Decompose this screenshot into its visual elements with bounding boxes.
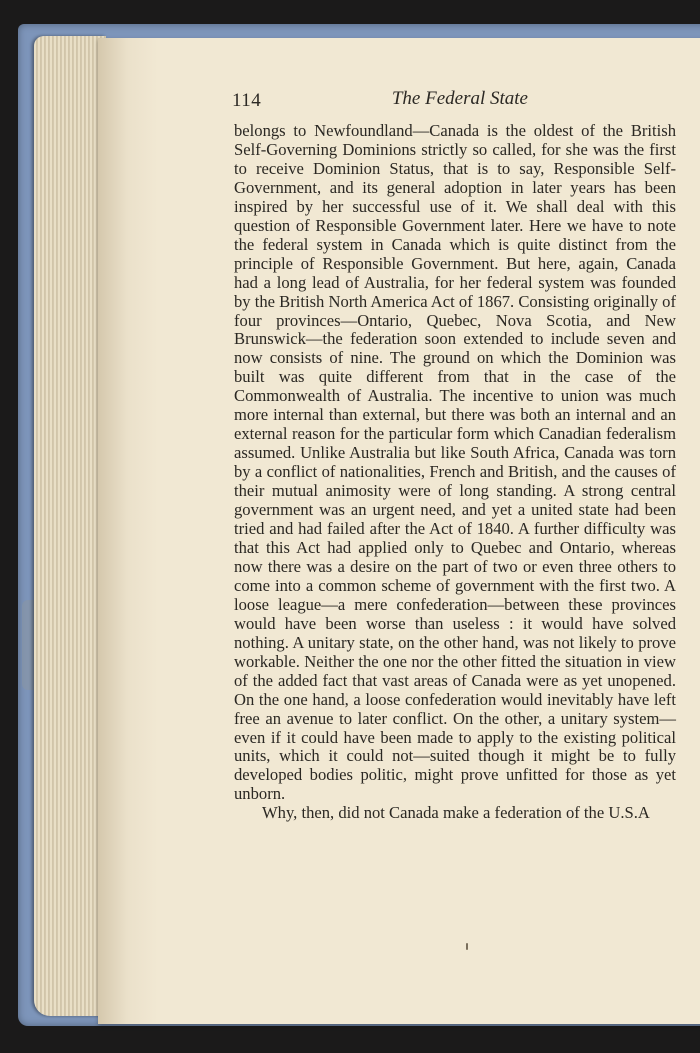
paragraph: Why, then, did not Canada make a federation of the U.S.A (262, 803, 650, 823)
page-edges (34, 36, 106, 1016)
running-head: The Federal State (391, 88, 528, 109)
paragraph: belongs to Newfoundland—Canada is the oldest of the British Self-Governing Dominions strictly so called, for she was the first to receive Dominion Status, that is to say, Responsible Self-Government, and its general adoption in later years has been inspired by her successful use of it. We shall deal with this question of Responsible Government later. Here we have to note the federal system in Canada which is quite distinct from the principle of Responsible Government. But here, again, Canada had a long lead of Australia, for her federal system was founded by the British North America Act of 1867. Consisting originally of four provinces—Ontario, Quebec, Nova Scotia, and New Brunswick—the federation soon extended to include seven and now consists of nine. The ground on which the Dominion was built was quite different from that in the case of the Commonwealth of Australia. The incentive to union was much more internal than external, but there was both an internal and an external reason for the particular form which Canadian federalism assumed. Unlike Australia but like South Africa, Canada was torn by a conflict of nationalities, French and British, and the causes of their mutual animosity were of long standing. A strong central government was an urgent need, and yet a united state had been tried and had failed after the Act of 1840. A further difficulty was that this Act had applied only to Quebec and Ontario, whereas now there was a desire on the part of two or even three others to come into a common scheme of government with the first two. A loose league—a mere confederation—between these provinces would have been worse than useless : it would have solved nothing. A unitary state, on the other hand, was not likely to prove workable. Neither the one nor the other fitted the situation in view of the added fact that vast areas of Canada were as yet unopened. On the one hand, a loose confederation would inevitably have left free an avenue to later conflict. On the other, a unitary system—even if it could have been made to apply to the existing political units, which it could not—suited though it might be to fully developed bodies politic, might prove unfitted for those as yet unborn. (234, 121, 676, 804)
page-number: 114 (232, 90, 262, 111)
paper-speck (466, 943, 468, 950)
page-header (232, 88, 532, 114)
body-text (234, 122, 676, 823)
